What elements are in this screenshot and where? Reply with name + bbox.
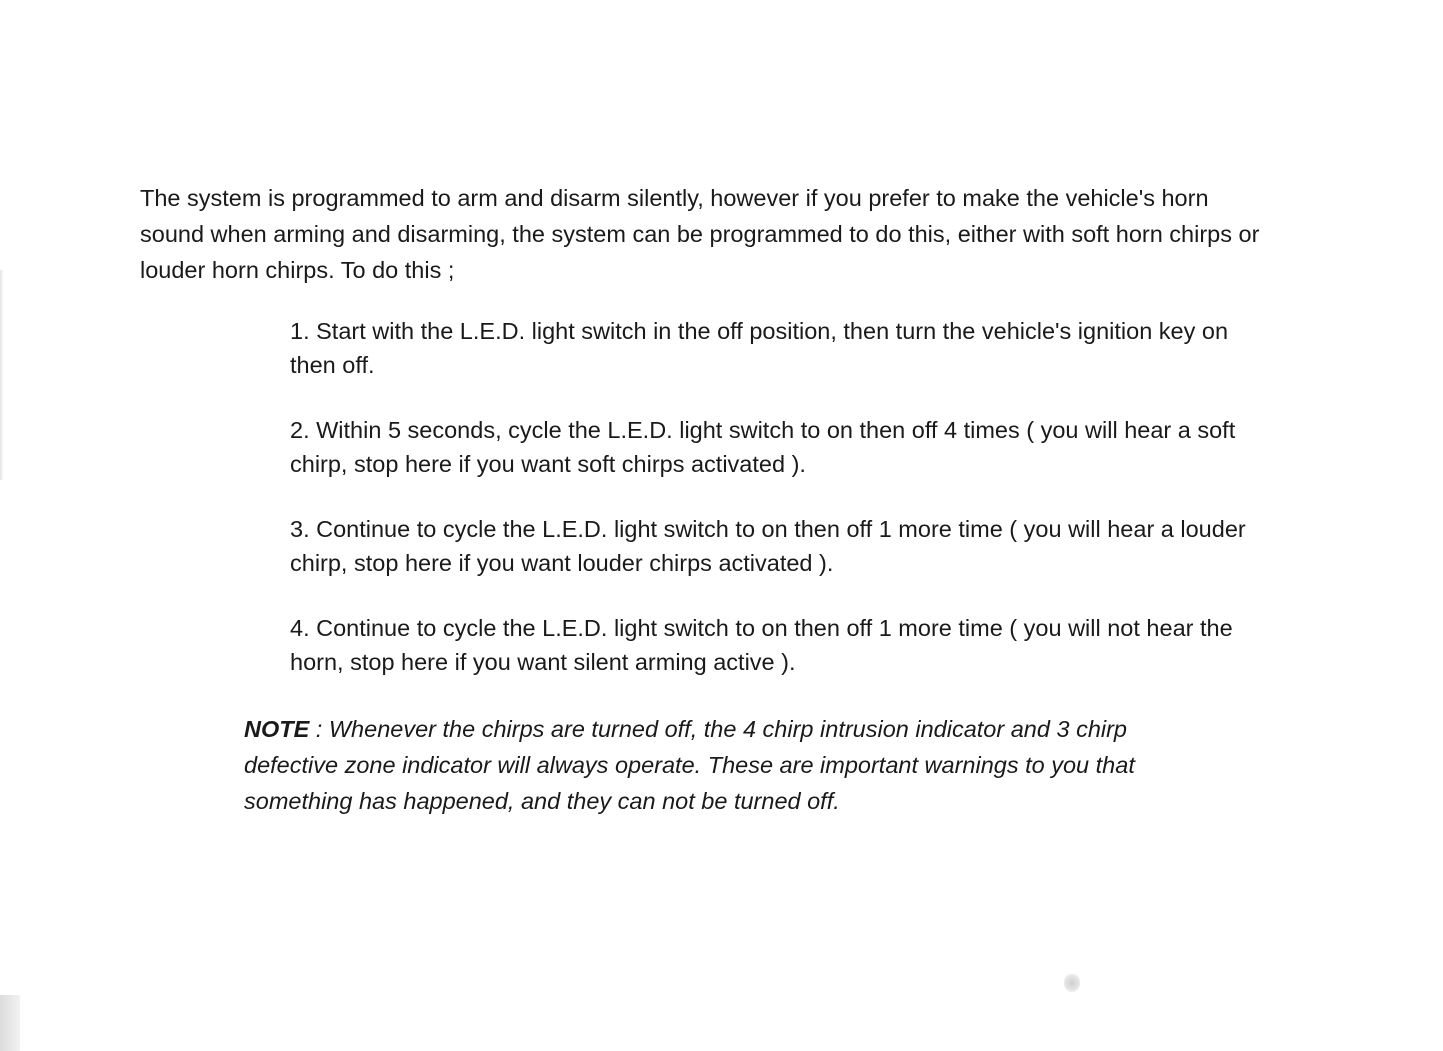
scan-edge-artifact bbox=[0, 270, 3, 480]
scan-smudge bbox=[1064, 972, 1080, 992]
note-label: NOTE bbox=[244, 716, 310, 742]
note-separator: : bbox=[309, 716, 329, 742]
step-3: 3. Continue to cycle the L.E.D. light switch to on then off 1 more time ( you will hear a louder chirp, stop here if you want louder chirps activated ). bbox=[290, 516, 1246, 576]
note-text: Whenever the chirps are turned off, the 4 chirp intrusion indicator and 3 chirp defective zone indicator will always operate. These are important warnings to you that something has happened, and they can not be turned off. bbox=[244, 716, 1135, 814]
note-paragraph bbox=[244, 711, 1184, 819]
intro-paragraph: The system is programmed to arm and disarm silently, however if you prefer to make the vehicle's horn sound when arming and disarming, the system can be programmed to do this, either with soft horn chirps or louder horn chirps. To do this ; bbox=[140, 185, 1260, 283]
step-2: 2. Within 5 seconds, cycle the L.E.D. light switch to on then off 4 times ( you will hear a soft chirp, stop here if you want soft chirps activated ). bbox=[290, 417, 1236, 477]
instruction-steps bbox=[290, 314, 1275, 710]
step-4: 4. Continue to cycle the L.E.D. light switch to on then off 1 more time ( you will not hear the horn, stop here if you want silent arming active ). bbox=[290, 615, 1233, 675]
scan-edge-artifact bbox=[0, 995, 20, 1051]
step-1: 1. Start with the L.E.D. light switch in the off position, then turn the vehicle's ignition key on then off. bbox=[290, 318, 1229, 378]
